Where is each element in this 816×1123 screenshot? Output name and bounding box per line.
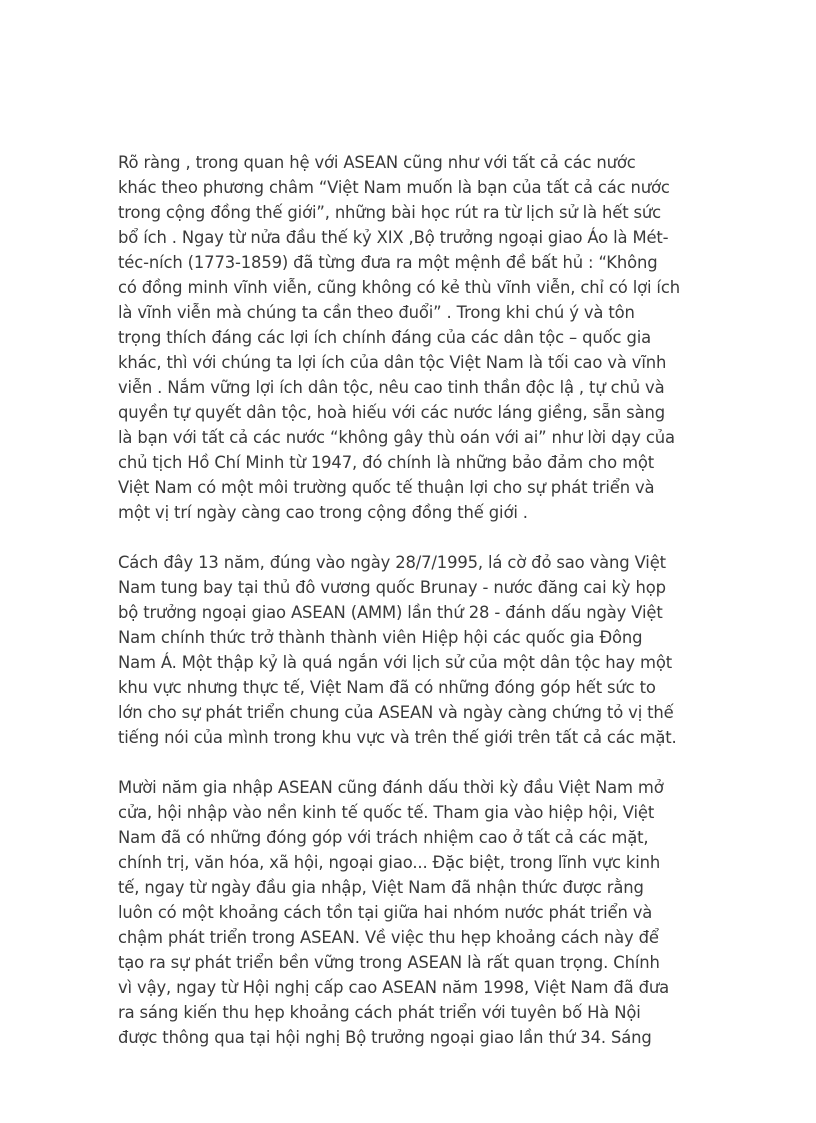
text-line: Nam Á. Một thập kỷ là quá ngắn với lịch sử của một dân tộc hay một bbox=[118, 653, 673, 672]
text-line: là bạn với tất cả các nước “không gây thù oán với ai” như lời dạy của bbox=[118, 428, 675, 447]
text-line: Mười năm gia nhập ASEAN cũng đánh dấu thời kỳ đầu Việt Nam mở bbox=[118, 778, 664, 797]
text-line: khác theo phương châm “Việt Nam muốn là bạn của tất cả các nước bbox=[118, 178, 670, 197]
text-line: khác, thì với chúng ta lợi ích của dân tộc Việt Nam là tối cao và vĩnh bbox=[118, 353, 667, 372]
text-line: chậm phát triển trong ASEAN. Về việc thu hẹp khoảng cách này để bbox=[118, 928, 659, 947]
text-line: Nam chính thức trở thành thành viên Hiệp hội các quốc gia Đông bbox=[118, 628, 643, 647]
text-line: vì vậy, ngay từ Hội nghị cấp cao ASEAN năm 1998, Việt Nam đã đưa bbox=[118, 978, 670, 997]
text-line: Cách đây 13 năm, đúng vào ngày 28/7/1995, lá cờ đỏ sao vàng Việt bbox=[118, 553, 666, 572]
text-line: được thông qua tại hội nghị Bộ trưởng ngoại giao lần thứ 34. Sáng bbox=[118, 1028, 652, 1047]
text-line: cửa, hội nhập vào nền kinh tế quốc tế. Tham gia vào hiệp hội, Việt bbox=[118, 803, 655, 822]
text-line: khu vực nhưng thực tế, Việt Nam đã có những đóng góp hết sức to bbox=[118, 678, 656, 697]
paragraph bbox=[118, 550, 718, 750]
text-line: Rõ ràng , trong quan hệ với ASEAN cũng như với tất cả các nước bbox=[118, 153, 636, 172]
text-line: tạo ra sự phát triển bền vững trong ASEAN là rất quan trọng. Chính bbox=[118, 953, 660, 972]
text-line: ra sáng kiến thu hẹp khoảng cách phát triển với tuyên bố Hà Nội bbox=[118, 1003, 641, 1022]
text-line: bộ trưởng ngoại giao ASEAN (AMM) lần thứ 28 - đánh dấu ngày Việt bbox=[118, 603, 663, 622]
text-line: lớn cho sự phát triển chung của ASEAN và ngày càng chứng tỏ vị thế bbox=[118, 703, 674, 722]
text-line: Việt Nam có một môi trường quốc tế thuận lợi cho sự phát triển và bbox=[118, 478, 655, 497]
text-line: là vĩnh viễn mà chúng ta cần theo đuổi” . Trong khi chú ý và tôn bbox=[118, 303, 635, 322]
text-line: chính trị, văn hóa, xã hội, ngoại giao... Đặc biệt, trong lĩnh vực kinh bbox=[118, 853, 661, 872]
text-line: quyền tự quyết dân tộc, hoà hiếu với các nước láng giềng, sẵn sàng bbox=[118, 403, 665, 422]
text-line: viễn . Nắm vững lợi ích dân tộc, nêu cao tinh thần độc lậ , tự chủ và bbox=[118, 378, 665, 397]
text-line: có đồng minh vĩnh viễn, cũng không có kẻ thù vĩnh viễn, chỉ có lợi ích bbox=[118, 278, 680, 297]
text-line: téc-ních (1773-1859) đã từng đưa ra một mệnh đề bất hủ : “Không bbox=[118, 253, 658, 272]
text-line: một vị trí ngày càng cao trong cộng đồng thế giới . bbox=[118, 503, 528, 522]
text-line: chủ tịch Hồ Chí Minh từ 1947, đó chính là những bảo đảm cho một bbox=[118, 453, 655, 472]
text-line: tiếng nói của mình trong khu vực và trên thế giới trên tất cả các mặt. bbox=[118, 728, 677, 747]
text-line: Nam tung bay tại thủ đô vương quốc Brunay - nước đăng cai kỳ họp bbox=[118, 578, 666, 597]
document-body bbox=[118, 150, 718, 1075]
paragraph bbox=[118, 775, 718, 1050]
text-line: trong cộng đồng thế giới”, những bài học rút ra từ lịch sử là hết sức bbox=[118, 203, 662, 222]
paragraph bbox=[118, 150, 718, 525]
text-line: trọng thích đáng các lợi ích chính đáng của các dân tộc – quốc gia bbox=[118, 328, 652, 347]
text-line: bổ ích . Ngay từ nửa đầu thế kỷ XIX ,Bộ trưởng ngoại giao Áo là Mét- bbox=[118, 228, 669, 247]
text-line: Nam đã có những đóng góp với trách nhiệm cao ở tất cả các mặt, bbox=[118, 828, 649, 847]
text-line: luôn có một khoảng cách tồn tại giữa hai nhóm nước phát triển và bbox=[118, 903, 653, 922]
text-line: tế, ngay từ ngày đầu gia nhập, Việt Nam đã nhận thức được rằng bbox=[118, 878, 644, 897]
